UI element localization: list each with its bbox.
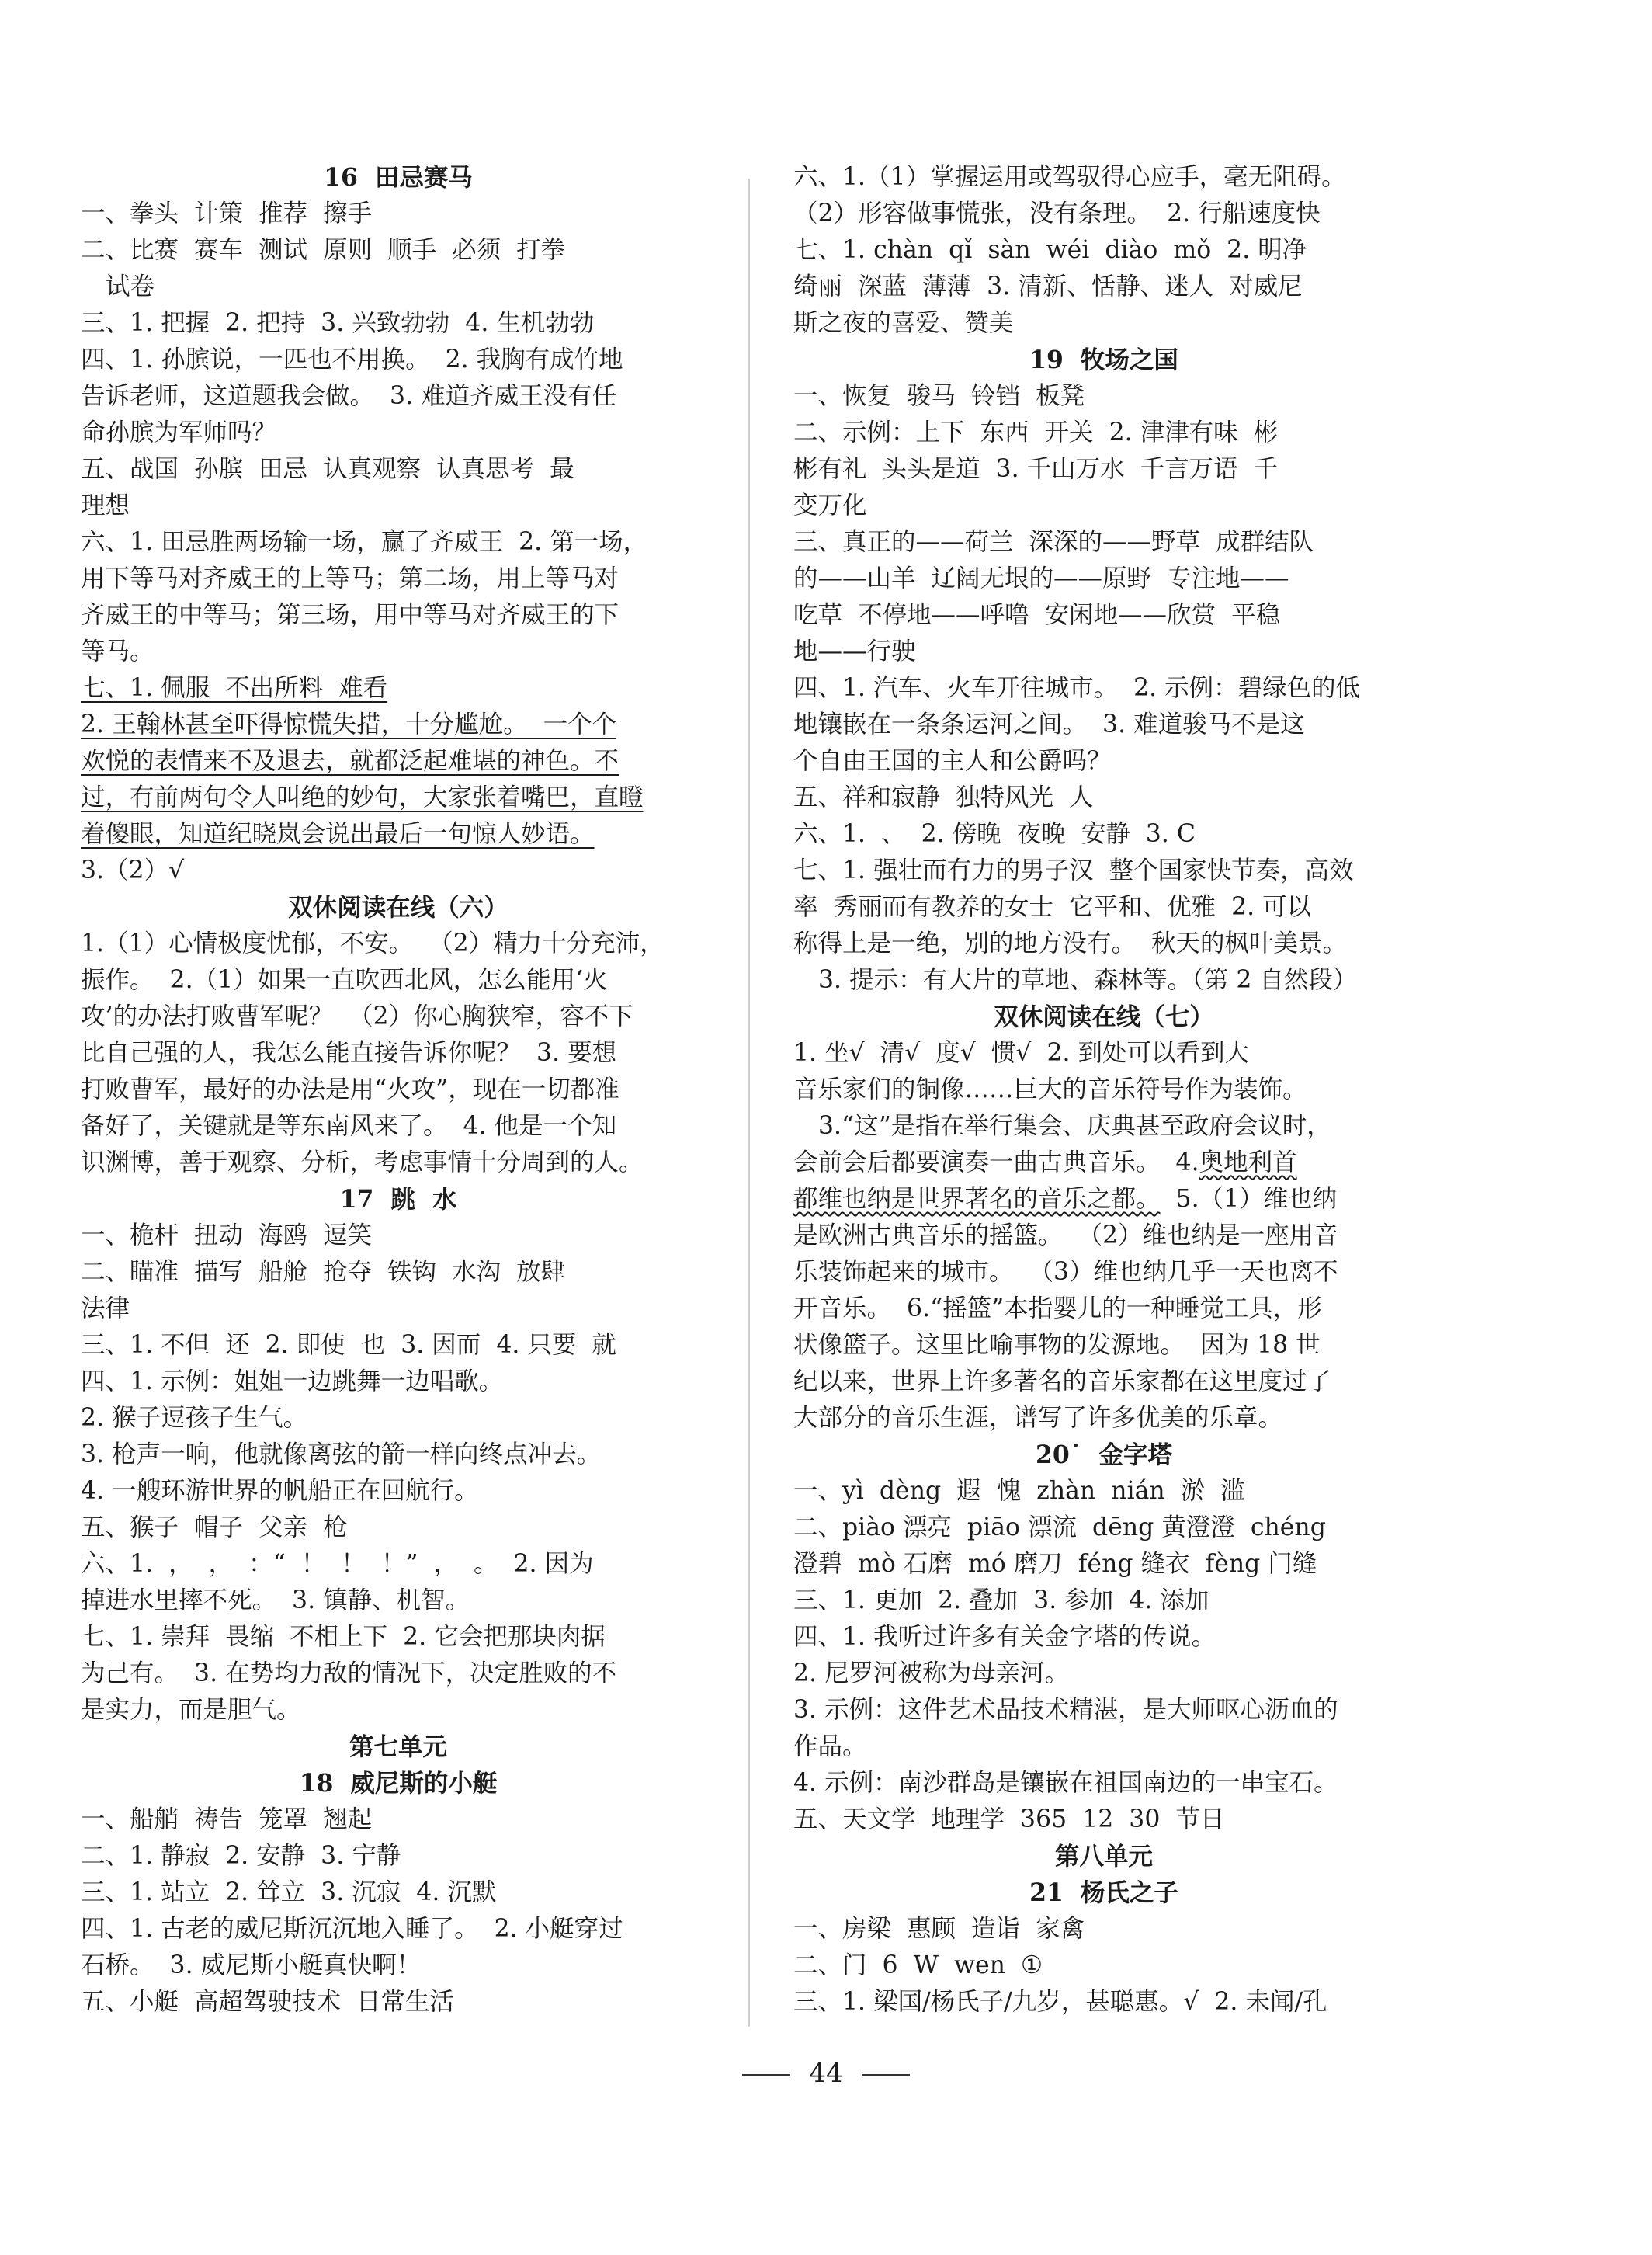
line-text: （2）形容做事慌张，没有条理。 2. 行船速度快 bbox=[793, 200, 1321, 228]
answer-line bbox=[793, 1291, 1414, 1327]
footer-dash-left bbox=[742, 2074, 790, 2076]
line-text: 七、1. 佩服 不出所料 难看 bbox=[81, 674, 388, 702]
answer-line bbox=[793, 1729, 1414, 1765]
answer-line bbox=[81, 1510, 716, 1546]
answer-line bbox=[793, 1072, 1414, 1108]
answer-line bbox=[81, 1583, 716, 1619]
answer-line bbox=[793, 1108, 1414, 1145]
line-text: 法律 bbox=[81, 1294, 130, 1322]
line-text: 17 跳 水 bbox=[339, 1185, 457, 1214]
line-text: 率 秀丽而有教养的女士 它平和、优雅 2. 可以 bbox=[793, 893, 1312, 921]
line-text: 纪以来，世界上许多著名的音乐家都在这里度过了 bbox=[793, 1367, 1332, 1395]
answer-line bbox=[81, 1145, 716, 1181]
section-heading bbox=[81, 1765, 716, 1802]
line-text: 二、瞄准 描写 船舱 抢夺 铁钩 水沟 放肆 bbox=[81, 1258, 566, 1286]
page-number: 44 bbox=[809, 2058, 843, 2089]
answer-line bbox=[793, 597, 1414, 634]
line-text: 四、1. 我听过许多有关金字塔的传说。 bbox=[793, 1623, 1216, 1651]
answer-line bbox=[81, 1619, 716, 1656]
line-text: 20˙ 金字塔 bbox=[1035, 1440, 1173, 1469]
line-text: 欢悦的表情来不及退去，就都泛起难堪的神色。不 bbox=[81, 747, 620, 775]
answer-line bbox=[81, 1875, 716, 1911]
line-text: 第八单元 bbox=[1054, 1842, 1153, 1871]
line-text: 齐威王的中等马；第三场，用中等马对齐威王的下 bbox=[81, 601, 620, 629]
answer-line bbox=[81, 1692, 716, 1729]
answer-line bbox=[81, 1108, 716, 1145]
line-text: 三、真正的——荷兰 深深的——野草 成群结队 bbox=[793, 528, 1314, 556]
line-text: 一、拳头 计策 推荐 擦手 bbox=[81, 200, 373, 228]
line-text: 是实力，而是胆气。 bbox=[81, 1696, 301, 1724]
answer-line bbox=[793, 1984, 1414, 2020]
answer-line bbox=[81, 1400, 716, 1437]
line-text: 七、1. 崇拜 畏缩 不相上下 2. 它会把那块肉据 bbox=[81, 1623, 606, 1651]
answer-line bbox=[81, 1327, 716, 1364]
line-text: 二、piào 漂亮 piāo 漂流 dēng 黄澄澄 chéng bbox=[793, 1513, 1326, 1541]
answer-line bbox=[793, 561, 1414, 597]
line-text: 状像篮子。这里比喻事物的发源地。 因为 18 世 bbox=[793, 1331, 1321, 1359]
answer-line bbox=[793, 1656, 1414, 1692]
line-text: 命孙膑为军师吗？ bbox=[81, 419, 277, 446]
line-text: 第七单元 bbox=[349, 1732, 447, 1761]
line-text: 二、门 6 W wen ① bbox=[793, 1951, 1043, 1979]
line-text: 着傻眼，知道纪晓岚会说出最后一句惊人妙语。 bbox=[81, 820, 595, 848]
answer-line bbox=[793, 1546, 1414, 1583]
answer-line bbox=[793, 962, 1414, 999]
left-column bbox=[81, 159, 716, 2020]
line-text: 18 威尼斯的小艇 bbox=[299, 1769, 498, 1798]
line-text: 六、1. 田忌胜两场输一场，赢了齐威王 2. 第一场， bbox=[81, 528, 648, 556]
line-text: 打败曹军，最好的办法是用“火攻”，现在一切都准 bbox=[81, 1075, 620, 1103]
line-text: 用下等马对齐威王的上等马；第二场，用上等马对 bbox=[81, 565, 620, 592]
answer-line bbox=[793, 524, 1414, 561]
answer-line bbox=[793, 1583, 1414, 1619]
line-text: 过，有前两句令人叫绝的妙句，大家张着嘴巴，直瞪 bbox=[81, 784, 644, 811]
line-text: 是欧洲古典音乐的摇篮。 （2）维也纳是一座用音 bbox=[793, 1221, 1338, 1249]
answer-line bbox=[793, 780, 1414, 816]
answer-line bbox=[81, 926, 716, 962]
answer-line bbox=[81, 1546, 716, 1583]
answer-line bbox=[81, 1072, 716, 1108]
line-text: 等马。 bbox=[81, 638, 154, 665]
answer-line bbox=[81, 524, 716, 561]
answer-line bbox=[793, 743, 1414, 780]
answer-line bbox=[81, 1802, 716, 1838]
answer-line bbox=[81, 415, 716, 451]
line-text: 2. 王翰林甚至吓得惊慌失措，十分尴尬。 一个个 bbox=[81, 711, 617, 738]
section-heading bbox=[81, 159, 716, 196]
answer-line bbox=[81, 999, 716, 1035]
answer-line bbox=[81, 1364, 716, 1400]
line-text: 作品。 bbox=[793, 1732, 867, 1760]
answer-line bbox=[81, 1254, 716, 1291]
line-text: 澄碧 mò 石磨 mó 磨刀 féng 缝衣 fèng 门缝 bbox=[793, 1550, 1317, 1578]
line-text: 五、战国 孙膑 田忌 认真观察 认真思考 最 bbox=[81, 455, 574, 483]
answer-line bbox=[81, 597, 716, 634]
line-text: 七、1. chàn qǐ sàn wéi diào mǒ 2. 明净 bbox=[793, 236, 1307, 264]
answer-line bbox=[793, 1510, 1414, 1546]
answer-line bbox=[793, 1619, 1414, 1656]
answer-line bbox=[793, 196, 1414, 232]
footer-dash-right bbox=[862, 2074, 910, 2076]
line-text: 五、天文学 地理学 365 12 30 节日 bbox=[793, 1805, 1225, 1833]
section-heading bbox=[793, 1838, 1414, 1875]
answer-line bbox=[793, 1364, 1414, 1400]
line-text: 会前会后都要演奏一曲古典音乐。 4. bbox=[793, 1148, 1199, 1176]
line-text: 五、小艇 高超驾驶技术 日常生活 bbox=[81, 1988, 455, 2016]
answer-line bbox=[793, 1802, 1414, 1838]
section-heading bbox=[793, 1437, 1414, 1473]
line-text: 双休阅读在线（七） bbox=[994, 1002, 1214, 1031]
section-heading bbox=[793, 342, 1414, 378]
line-text: 3.（2）√ bbox=[81, 856, 185, 884]
line-text: 双休阅读在线（六） bbox=[288, 893, 508, 922]
answer-line bbox=[793, 1327, 1414, 1364]
answer-line bbox=[793, 707, 1414, 743]
answer-line bbox=[81, 707, 716, 743]
line-text: 绮丽 深蓝 薄薄 3. 清新、恬静、迷人 对威尼 bbox=[793, 273, 1303, 301]
answer-line bbox=[793, 232, 1414, 269]
answer-line bbox=[81, 269, 716, 305]
line-text: 三、1. 梁国/杨氏子/九岁，甚聪惠。√ 2. 未闻/孔 bbox=[793, 1988, 1328, 2016]
answer-line bbox=[81, 962, 716, 999]
line-text: 3. 枪声一响，他就像离弦的箭一样向终点冲去。 bbox=[81, 1440, 602, 1468]
line-text: 二、1. 静寂 2. 安静 3. 宁静 bbox=[81, 1842, 401, 1870]
wavy-underlined-text: 奥地利首 bbox=[1199, 1148, 1297, 1176]
line-text: 21 杨氏之子 bbox=[1029, 1878, 1178, 1907]
line-text: 1. 坐√ 清√ 度√ 惯√ 2. 到处可以看到大 bbox=[793, 1039, 1250, 1067]
answer-line bbox=[81, 1473, 716, 1510]
line-text-after: 5.（1）维也纳 bbox=[1160, 1185, 1338, 1213]
line-text: 称得上是一绝，别的地方没有。 秋天的枫叶美景。 bbox=[793, 929, 1348, 957]
answer-line bbox=[81, 1218, 716, 1254]
line-text: 四、1. 古老的威尼斯沉沉地入睡了。 2. 小艇穿过 bbox=[81, 1915, 623, 1943]
line-text: 备好了，关键就是等东南风来了。 4. 他是一个知 bbox=[81, 1112, 617, 1140]
line-text: 乐装饰起来的城市。 （3）维也纳几乎一天也离不 bbox=[793, 1258, 1338, 1286]
answer-line bbox=[81, 780, 716, 816]
answer-line bbox=[793, 670, 1414, 707]
answer-line bbox=[81, 1437, 716, 1473]
line-text: 四、1. 孙膑说，一匹也不用换。 2. 我胸有成竹地 bbox=[81, 346, 623, 374]
right-column bbox=[793, 159, 1414, 2020]
line-text: 五、祥和寂静 独特风光 人 bbox=[793, 784, 1094, 811]
answer-line bbox=[81, 1656, 716, 1692]
line-text: 一、yì dèng 遐 愧 zhàn nián 淤 滥 bbox=[793, 1477, 1245, 1505]
line-text: 比自己强的人，我怎么能直接告诉你呢？ 3. 要想 bbox=[81, 1039, 617, 1067]
answer-line bbox=[81, 342, 716, 378]
answer-line bbox=[81, 488, 716, 524]
line-text: 四、1. 汽车、火车开往城市。 2. 示例：碧绿色的低 bbox=[793, 674, 1361, 702]
answer-line bbox=[793, 305, 1414, 342]
answer-line bbox=[793, 816, 1414, 853]
answer-line bbox=[793, 1400, 1414, 1437]
answer-line bbox=[81, 561, 716, 597]
answer-line bbox=[81, 670, 716, 707]
line-text: 攻’的办法打败曹军呢？ （2）你心胸狭窄，容不下 bbox=[81, 1002, 633, 1030]
line-text: 地镶嵌在一条条运河之间。 3. 难道骏马不是这 bbox=[793, 711, 1305, 738]
answer-line bbox=[793, 159, 1414, 196]
section-heading bbox=[81, 1181, 716, 1218]
answer-line bbox=[793, 1035, 1414, 1072]
answer-line bbox=[793, 926, 1414, 962]
line-text: 一、船艄 祷告 笼罩 翘起 bbox=[81, 1805, 373, 1833]
line-text: 2. 猴子逗孩子生气。 bbox=[81, 1404, 308, 1432]
answer-line bbox=[81, 451, 716, 488]
answer-line bbox=[793, 889, 1414, 926]
line-text: 16 田忌赛马 bbox=[324, 163, 473, 192]
answer-line bbox=[81, 853, 716, 889]
line-text: 斯之夜的喜爱、赞美 bbox=[793, 309, 1014, 337]
line-text: 4. 一艘环游世界的帆船正在回航行。 bbox=[81, 1477, 479, 1505]
answer-line bbox=[81, 634, 716, 670]
line-text: 振作。 2.（1）如果一直吹西北风，怎么能用‘火 bbox=[81, 966, 608, 994]
answer-line bbox=[793, 451, 1414, 488]
answer-line bbox=[81, 743, 716, 780]
section-heading bbox=[793, 999, 1414, 1035]
line-text: 一、恢复 骏马 铃铛 板凳 bbox=[793, 382, 1085, 410]
answer-line bbox=[793, 1692, 1414, 1729]
section-heading bbox=[81, 889, 716, 926]
answer-line bbox=[793, 853, 1414, 889]
line-text: 一、桅杆 扭动 海鸥 逗笑 bbox=[81, 1221, 373, 1249]
page-footer bbox=[0, 2058, 1652, 2089]
answer-line bbox=[81, 232, 716, 269]
answer-line bbox=[793, 1765, 1414, 1802]
answer-line bbox=[793, 1145, 1414, 1181]
line-text: 六、1. ， ， ：“ ！ ！ ！” ， 。 2. 因为 bbox=[81, 1550, 594, 1578]
line-text: 试卷 bbox=[106, 273, 155, 301]
line-text: 3. 提示：有大片的草地、森林等。（第 2 自然段） bbox=[818, 966, 1358, 994]
line-text: 音乐家们的铜像……巨大的音乐符号作为装饰。 bbox=[793, 1075, 1307, 1103]
line-text: 3. 示例：这件艺术品技术精湛，是大师呕心沥血的 bbox=[793, 1696, 1338, 1724]
answer-line bbox=[81, 816, 716, 853]
line-text: 吃草 不停地——呼噜 安闲地——欣赏 平稳 bbox=[793, 601, 1281, 629]
answer-line bbox=[81, 1948, 716, 1984]
answer-line bbox=[81, 196, 716, 232]
line-text: 的——山羊 辽阔无垠的——原野 专注地—— bbox=[793, 565, 1289, 592]
column-divider bbox=[748, 179, 750, 2027]
line-text: 3.“这”是指在举行集会、庆典甚至政府会议时， bbox=[818, 1112, 1331, 1140]
answer-line bbox=[793, 1473, 1414, 1510]
section-heading bbox=[81, 1729, 716, 1765]
line-text: 为己有。 3. 在势均力敌的情况下，决定胜败的不 bbox=[81, 1659, 617, 1687]
line-text: 三、1. 不但 还 2. 即使 也 3. 因而 4. 只要 就 bbox=[81, 1331, 616, 1359]
answer-line bbox=[793, 269, 1414, 305]
line-text: 二、示例：上下 东西 开关 2. 津津有味 彬 bbox=[793, 419, 1279, 446]
line-text: 石桥。 3. 威尼斯小艇真快啊！ bbox=[81, 1951, 422, 1979]
answer-line bbox=[81, 1035, 716, 1072]
answer-line bbox=[81, 1838, 716, 1875]
line-text: 一、房梁 惠顾 造诣 家禽 bbox=[793, 1915, 1085, 1943]
line-text: 掉进水里摔不死。 3. 镇静、机智。 bbox=[81, 1586, 470, 1614]
line-text: 2. 尼罗河被称为母亲河。 bbox=[793, 1659, 1070, 1687]
answer-line bbox=[793, 378, 1414, 415]
line-text: 1.（1）心情极度忧郁，不安。 （2）精力十分充沛， bbox=[81, 929, 665, 957]
answer-line bbox=[793, 1948, 1414, 1984]
line-text: 三、1. 更加 2. 叠加 3. 参加 4. 添加 bbox=[793, 1586, 1210, 1614]
line-text: 理想 bbox=[81, 492, 130, 519]
line-text: 识渊博，善于观察、分析，考虑事情十分周到的人。 bbox=[81, 1148, 644, 1176]
line-text: 彬有礼 头头是道 3. 千山万水 千言万语 千 bbox=[793, 455, 1279, 483]
line-text: 4. 示例：南沙群岛是镶嵌在祖国南边的一串宝石。 bbox=[793, 1769, 1338, 1797]
answer-line bbox=[81, 305, 716, 342]
answer-line bbox=[793, 1181, 1414, 1218]
answer-line bbox=[793, 415, 1414, 451]
line-text: 大部分的音乐生涯，谱写了许多优美的乐章。 bbox=[793, 1404, 1283, 1432]
line-text: 告诉老师，这道题我会做。 3. 难道齐威王没有任 bbox=[81, 382, 617, 410]
answer-line bbox=[793, 1218, 1414, 1254]
line-text: 19 牧场之国 bbox=[1029, 346, 1178, 374]
answer-line bbox=[793, 1911, 1414, 1948]
answer-line bbox=[793, 634, 1414, 670]
line-text: 个自由王国的主人和公爵吗？ bbox=[793, 747, 1112, 775]
line-text: 五、猴子 帽子 父亲 枪 bbox=[81, 1513, 348, 1541]
line-text: 二、比赛 赛车 测试 原则 顺手 必须 打拳 bbox=[81, 236, 566, 264]
wavy-underlined-text: 都维也纳是世界著名的音乐之都。 bbox=[793, 1185, 1161, 1213]
answer-line bbox=[81, 1911, 716, 1948]
line-text: 六、1.（1）掌握运用或驾驭得心应手，毫无阻碍。 bbox=[793, 163, 1346, 191]
answer-line bbox=[793, 488, 1414, 524]
answer-line bbox=[81, 1984, 716, 2020]
line-text: 四、1. 示例：姐姐一边跳舞一边唱歌。 bbox=[81, 1367, 504, 1395]
line-text: 三、1. 站立 2. 耸立 3. 沉寂 4. 沉默 bbox=[81, 1878, 497, 1906]
section-heading bbox=[793, 1875, 1414, 1911]
line-text: 三、1. 把握 2. 把持 3. 兴致勃勃 4. 生机勃勃 bbox=[81, 309, 595, 337]
line-text: 开音乐。 6.“摇篮”本指婴儿的一种睡觉工具，形 bbox=[793, 1294, 1322, 1322]
line-text: 七、1. 强壮而有力的男子汉 整个国家快节奏，高效 bbox=[793, 856, 1354, 884]
line-text: 变万化 bbox=[793, 492, 867, 519]
line-text: 六、1. 、 2. 傍晚 夜晚 安静 3. C bbox=[793, 820, 1196, 848]
answer-line bbox=[793, 1254, 1414, 1291]
answer-line bbox=[81, 1291, 716, 1327]
line-text: 地——行驶 bbox=[793, 638, 916, 665]
answer-line bbox=[81, 378, 716, 415]
